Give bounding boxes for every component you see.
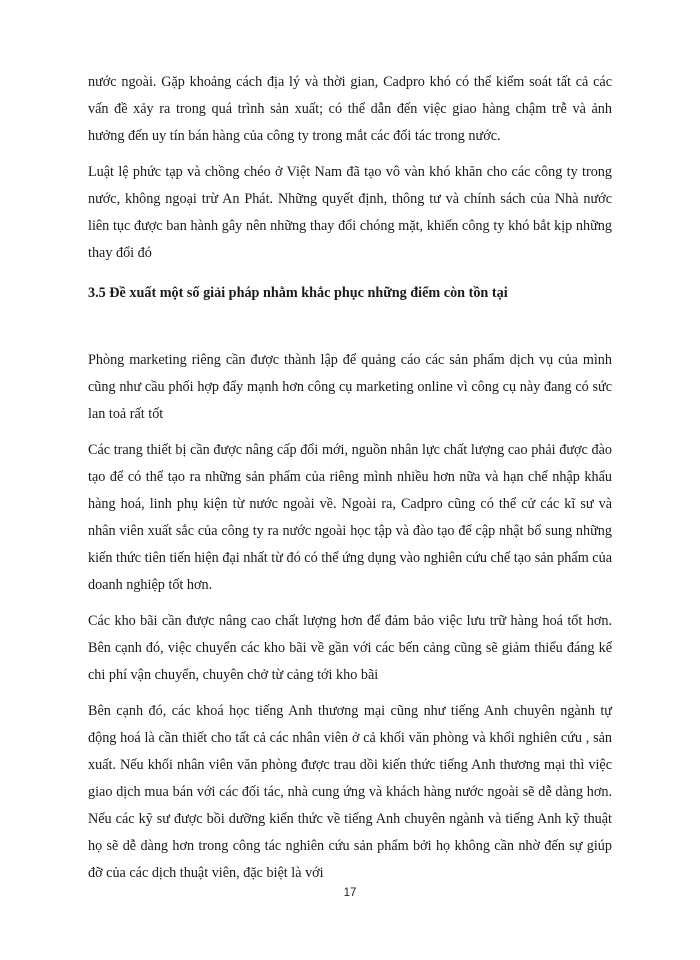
paragraph-warehouses: Các kho bãi cần được nâng cao chất lượng hơn để đảm bảo việc lưu trữ hàng hoá tốt hơn. Bên cạnh đó, việc chuyển các kho bãi về gần với các bến cảng cũng sẽ giảm thiểu đáng kể chi phí vận chuyển, chuyên chở từ cảng tới kho bãi: [88, 613, 612, 683]
paragraph-regulations: Luật lệ phức tạp và chồng chéo ở Việt Nam đã tạo vô vàn khó khăn cho các công ty trong nước, không ngoại trừ An Phát. Những quyết định, thông tư và chính sách của Nhà nước liên tục được ban hành gây nên những thay đổi chóng mặt, khiến công ty khó bắt kịp những thay đổi đó: [88, 164, 612, 261]
paragraph-equipment-training: Các trang thiết bị cần được nâng cấp đổi mới, nguồn nhân lực chất lượng cao phải được đào tạo để có thể tạo ra những sản phẩm của riêng mình nhiều hơn nữa và hạn chế nhập khẩu hàng hoá, linh phụ kiện từ nước ngoài về. Ngoài ra, Cadpro cũng có thể cử các kĩ sư và nhân viên xuất sắc của công ty ra nước ngoài học tập và đào tạo để cập nhật bổ sung những kiến thức tiên tiến hiện đại nhất từ đó có thể ứng dụng vào nghiên cứu chế tạo sản phẩm của doanh nghiệp tốt hơn.: [88, 442, 612, 593]
page-body: [88, 69, 612, 896]
section-heading: 3.5 Đề xuất một số giải pháp nhằm khắc phục những điểm còn tồn tại: [88, 285, 508, 301]
page-number: 17: [343, 887, 357, 899]
paragraph-shipping-delays: nước ngoài. Gặp khoảng cách địa lý và thời gian, Cadpro khó có thể kiểm soát tất cả các vấn đề xảy ra trong quá trình sản xuất; có thể dẫn đến việc giao hàng chậm trễ và ảnh hưởng đến uy tín bán hàng của công ty trong mắt các đối tác trong nước.: [88, 74, 612, 144]
paragraph-marketing: Phòng marketing riêng cần được thành lập để quảng cáo các sản phẩm dịch vụ của mình cũng như cầu phối hợp đẩy mạnh hơn công cụ marketing online vì công cụ này đang có sức lan toả rất tốt: [88, 352, 612, 422]
paragraph-english-courses: Bên cạnh đó, các khoá học tiếng Anh thương mại cũng như tiếng Anh chuyên ngành tự động hoá là cần thiết cho tất cả các nhân viên ở cả khối văn phòng và khối nghiên cứu , sản xuất. Nếu khối nhân viên văn phòng được trau dồi kiến thức tiếng Anh thương mại thì việc giao dịch mua bán với các đối tác, nhà cung ứng và khách hàng nước ngoài sẽ dễ dàng hơn. Nếu các kỹ sư được bồi dưỡng kiến thức về tiếng Anh chuyên ngành và tiếng Anh kỹ thuật họ sẽ dễ dàng hơn trong công tác nghiên cứu sản phẩm bởi họ không cần nhờ đến sự giúp đỡ của các dịch thuật viên, đặc biệt là với: [88, 703, 612, 881]
